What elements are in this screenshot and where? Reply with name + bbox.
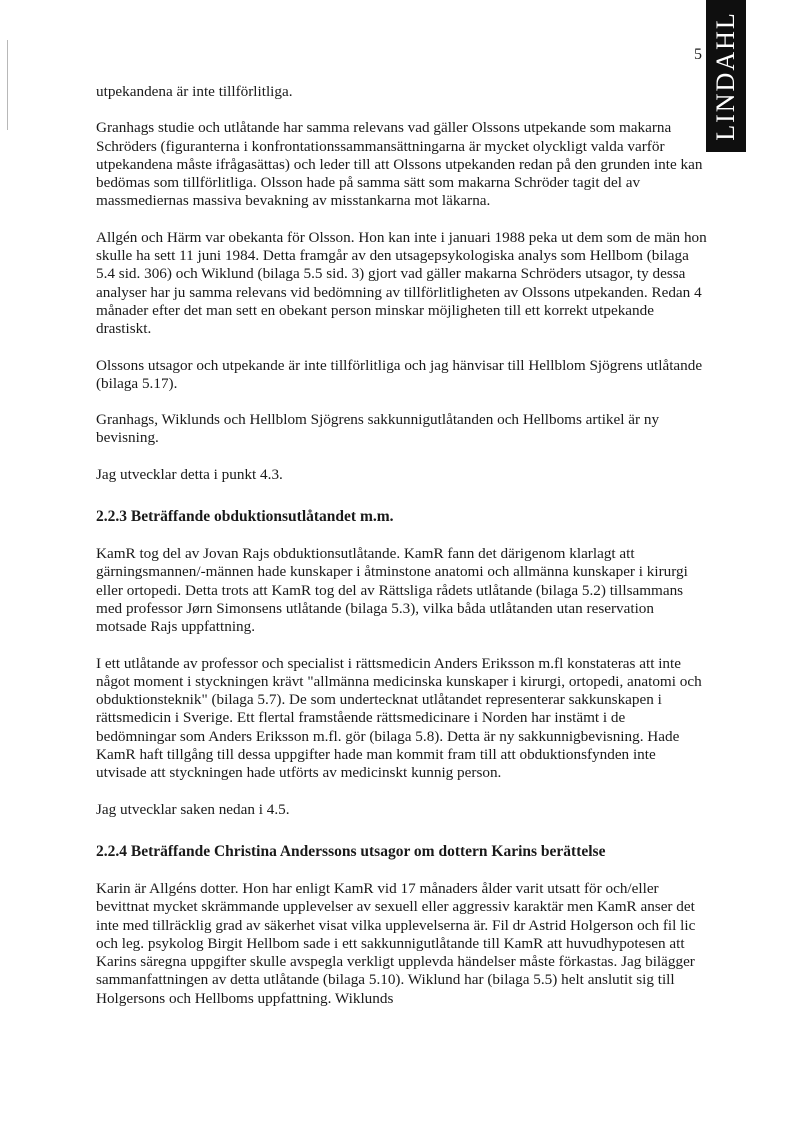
paragraph: Jag utvecklar saken nedan i 4.5. [96, 800, 290, 818]
paragraph: I ett utlåtande av professor och specialist i rättsmedicin Anders Eriksson m.fl konstateras att inte något moment i styckningen krävt "allmänna medicinska kunskaper i kirurgi, ortopedi, anatomi och obduktionsteknik" (bilaga 5.7). De som undertecknat utlåtandet representerar sakkunskapen i rättsmedicin i Sverige. Ett flertal framstående rättsmedicinare i Norden har instämt i de bedömningar som Anders Eriksson m.fl. gör (bilaga 5.8). Detta är ny sakkunnigbevisning. Hade KamR haft tillgång till dessa uppgifter hade man kommit fram till att obduktionsfynden inte utvisade att styckningen hade utförts av medicinskt kunnig person. [96, 654, 702, 782]
paragraph: Olssons utsagor och utpekande är inte tillförlitliga och jag hänvisar till Hellblom Sjögrens utlåtande (bilaga 5.17). [96, 356, 703, 392]
paragraph: Granhags, Wiklunds och Hellblom Sjögrens sakkunnigutlåtanden och Hellboms artikel är ny bevisning. [96, 411, 660, 447]
section-heading-2-2-4: 2.2.4 Beträffande Christina Anderssons utsagor om dottern Karins berättelse [96, 842, 606, 860]
paragraph: Karin är Allgéns dotter. Hon har enligt KamR vid 17 månaders ålder varit utsatt för och/eller bevittnat mycket skrämmande upplevelser av sexuell eller aggressiv karaktär men KamR anser det inte med tillräcklig grad av säkerhet visat vilka upplevelserna är. Fil dr Astrid Holgerson och fil lic och leg. psykolog Birgit Hellbom sade i ett sakkunnigutlåtande till KamR att huvudhypotesen att Karins säregna uppgifter skulle avspegla verkligt upplevda händelser måste förkastas. Jag bilägger sammanfattningen av detta utlåtande (bilaga 5.10). Wiklund har (bilaga 5.5) helt anslutit sig till Holgersons och Hellboms uppfattning. Wiklunds [96, 879, 696, 1007]
paragraph: Jag utvecklar detta i punkt 4.3. [96, 465, 283, 483]
paragraph: KamR tog del av Jovan Rajs obduktionsutlåtande. KamR fann det därigenom klarlagt att gärningsmannen/-männen hade kunskaper i åtminstone anatomi och allmänna kunskaper i kirurgi eller ortopedi. Detta trots att KamR tog del av Rättsliga rådets utlåtande (bilaga 5.2) tillsammans med professor Jørn Simonsens utlåtande (bilaga 5.3), vilka båda utlåtanden utan reservation motsade Rajs uppfattning. [96, 545, 688, 636]
logo-text: LINDAHL [711, 11, 740, 141]
lindahl-logo [706, 0, 746, 152]
section-heading-2-2-3: 2.2.3 Beträffande obduktionsutlåtandet m.m. [96, 508, 394, 526]
document-body [96, 83, 708, 1026]
paragraph: Allgén och Härm var obekanta för Olsson. Hon kan inte i januari 1988 peka ut dem som de män hon skulle ha sett 11 juni 1984. Detta framgår av den utsagepsykologiska analys som Hellbom (bilaga 5.4 sid. 306) och Wiklund (bilaga 5.5 sid. 3) gjort vad gäller makarna Schröders utsagor, ty dessa analyser har ju samma relevans vid bedömning av tillförlitligheten av Olssons utpekanden. Redan 4 månader efter det man sett en obekant person minskar möjligheten till ett korrekt utpekande drastiskt. [96, 228, 707, 338]
paragraph: utpekandena är inte tillförlitliga. [96, 83, 293, 100]
scan-edge-mark [7, 40, 8, 130]
page-number: 5 [694, 46, 702, 63]
paragraph: Granhags studie och utlåtande har samma relevans vad gäller Olssons utpekande som makarna Schröders (figuranterna i konfrontationssammansättningarna är mycket olyckligt valda varför utpekandena måste ifrågasättas) och leder till att Olssons utpekanden redan på den grunden inte kan bedömas som tillförlitliga. Olsson hade på samma sätt som makarna Schröder tagit del av massmediernas massiva bevakning av misstankarna mot läkarna. [96, 119, 703, 210]
